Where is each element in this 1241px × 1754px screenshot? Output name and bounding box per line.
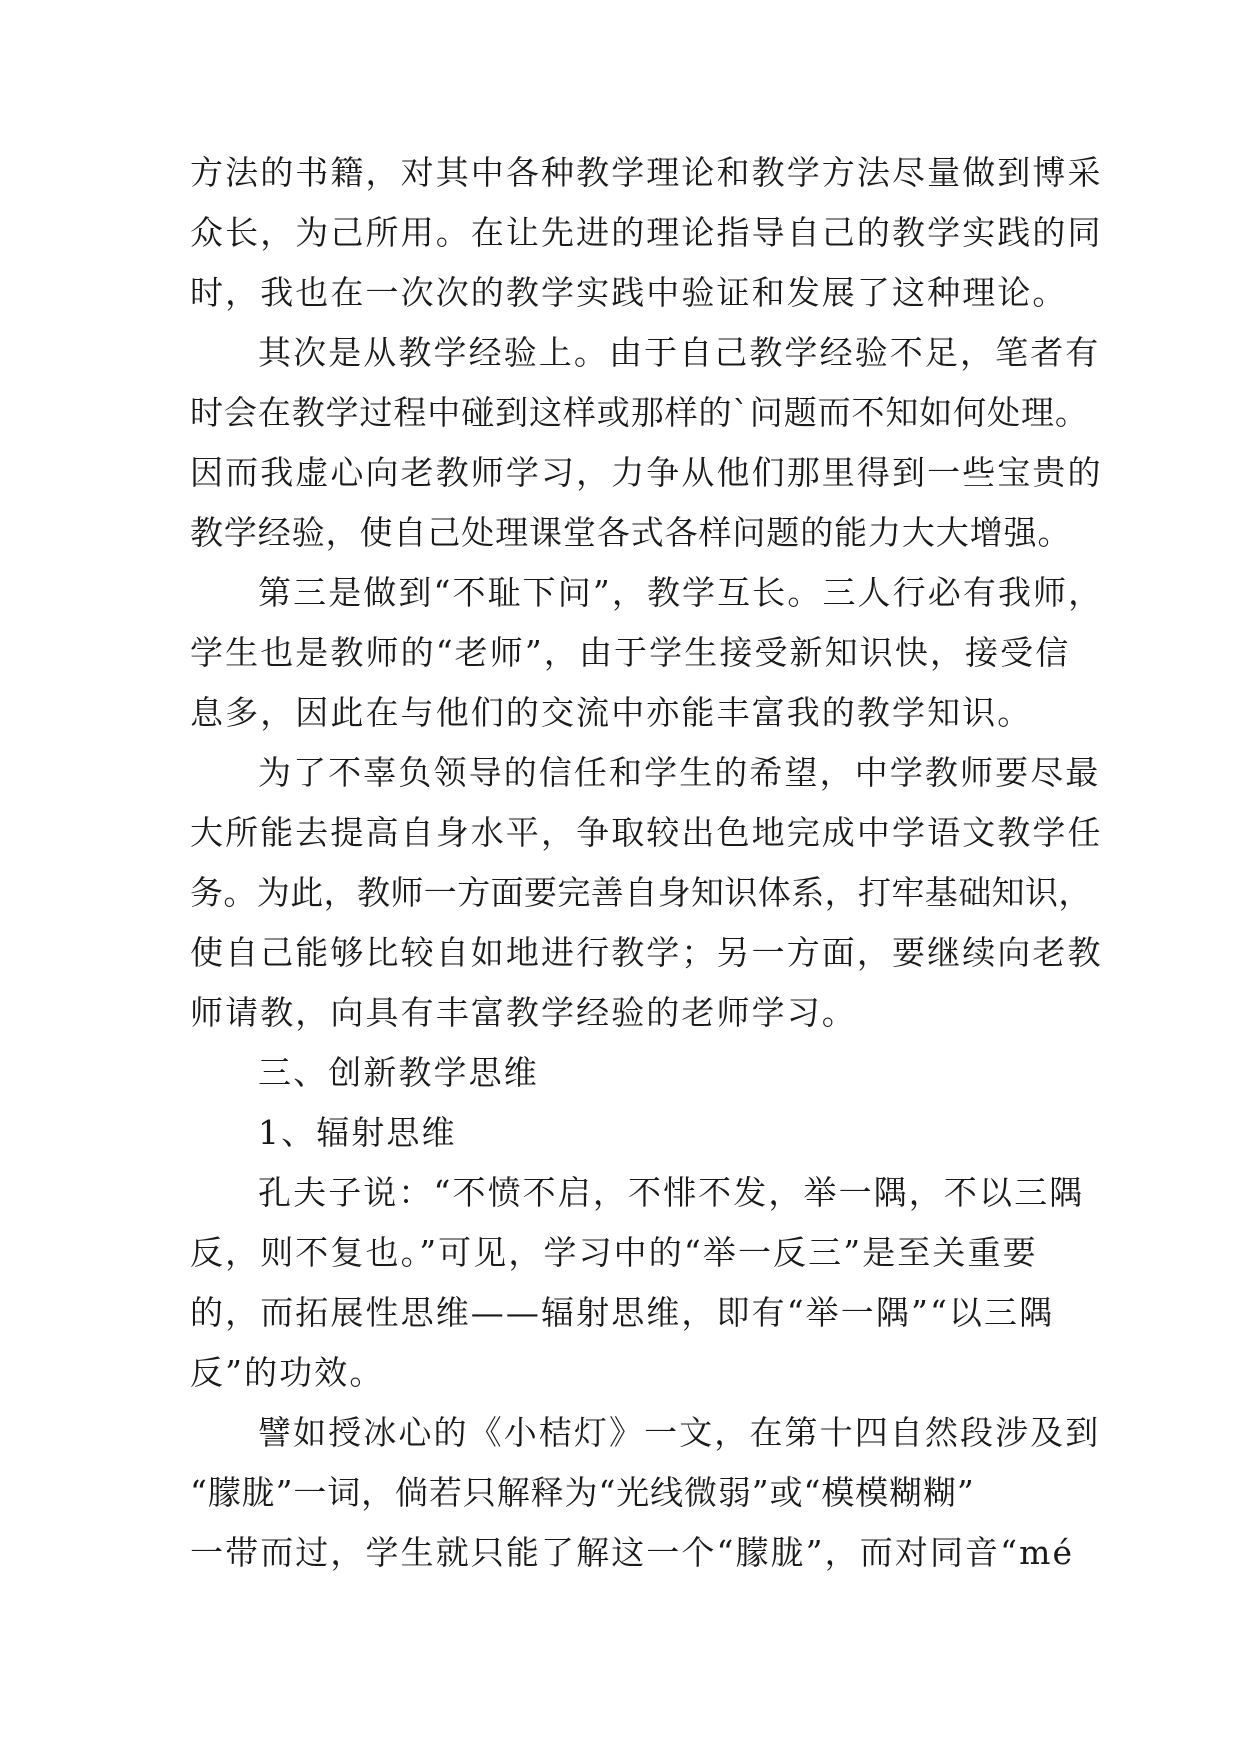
text-line: 务。为此，教师一方面要完善自身知识体系，打牢基础知识， bbox=[190, 873, 1092, 912]
text-line: 其次是从教学经验上。由于自己教学经验不足，笔者有 bbox=[258, 333, 1101, 372]
text-line: 大所能去提高自身水平，争取较出色地完成中学语文教学任 bbox=[190, 813, 1103, 852]
text-line: 时会在教学过程中碰到这样或那样的`问题而不知如何处理。 bbox=[190, 393, 1089, 432]
text-line: 的，而拓展性思维——辐射思维，即有“举一隅”“以三隅 bbox=[190, 1293, 1055, 1332]
text-line: 使自己能够比较自如地进行教学；另一方面，要继续向老教 bbox=[190, 933, 1103, 972]
text-line: 众长，为己所用。在让先进的理论指导自己的教学实践的同 bbox=[190, 213, 1103, 252]
text-line: 时，我也在一次次的教学实践中验证和发展了这种理论。 bbox=[190, 273, 1068, 312]
text-line: 反，则不复也。”可见，学习中的“举一反三”是至关重要 bbox=[190, 1233, 1038, 1272]
text-line: 因而我虚心向老教师学习，力争从他们那里得到一些宝贵的 bbox=[190, 453, 1103, 492]
text-line: 方法的书籍，对其中各种教学理论和教学方法尽量做到博采 bbox=[190, 153, 1103, 192]
text-line: 孔夫子说：“不愤不启，不悱不发，举一隅，不以三隅 bbox=[258, 1173, 1085, 1212]
text-line: “朦胧”一词，倘若只解释为“光线微弱”或“模模糊糊” bbox=[190, 1473, 975, 1512]
subsection-heading: 1、辐射思维 bbox=[258, 1113, 457, 1152]
section-heading: 三、创新教学思维 bbox=[258, 1053, 539, 1092]
text-line: 为了不辜负领导的信任和学生的希望，中学教师要尽最 bbox=[258, 753, 1101, 792]
text-line: 师请教，向具有丰富教学经验的老师学习。 bbox=[190, 993, 857, 1032]
text-line: 一带而过，学生就只能了解这一个“朦胧”，而对同音“mé bbox=[190, 1533, 1075, 1572]
text-line: 学生也是教师的“老师”，由于学生接受新知识快，接受信 bbox=[190, 633, 1071, 672]
text-line: 教学经验，使自己处理课堂各式各样问题的能力大大增强。 bbox=[190, 513, 1072, 552]
text-line: 反”的功效。 bbox=[190, 1353, 385, 1392]
text-line: 第三是做到“不耻下问”，教学互长。三人行必有我师， bbox=[258, 573, 1104, 612]
text-line: 息多，因此在与他们的交流中亦能丰富我的教学知识。 bbox=[190, 693, 1033, 732]
text-line: 譬如授冰心的《小桔灯》一文，在第十四自然段涉及到 bbox=[258, 1413, 1101, 1452]
